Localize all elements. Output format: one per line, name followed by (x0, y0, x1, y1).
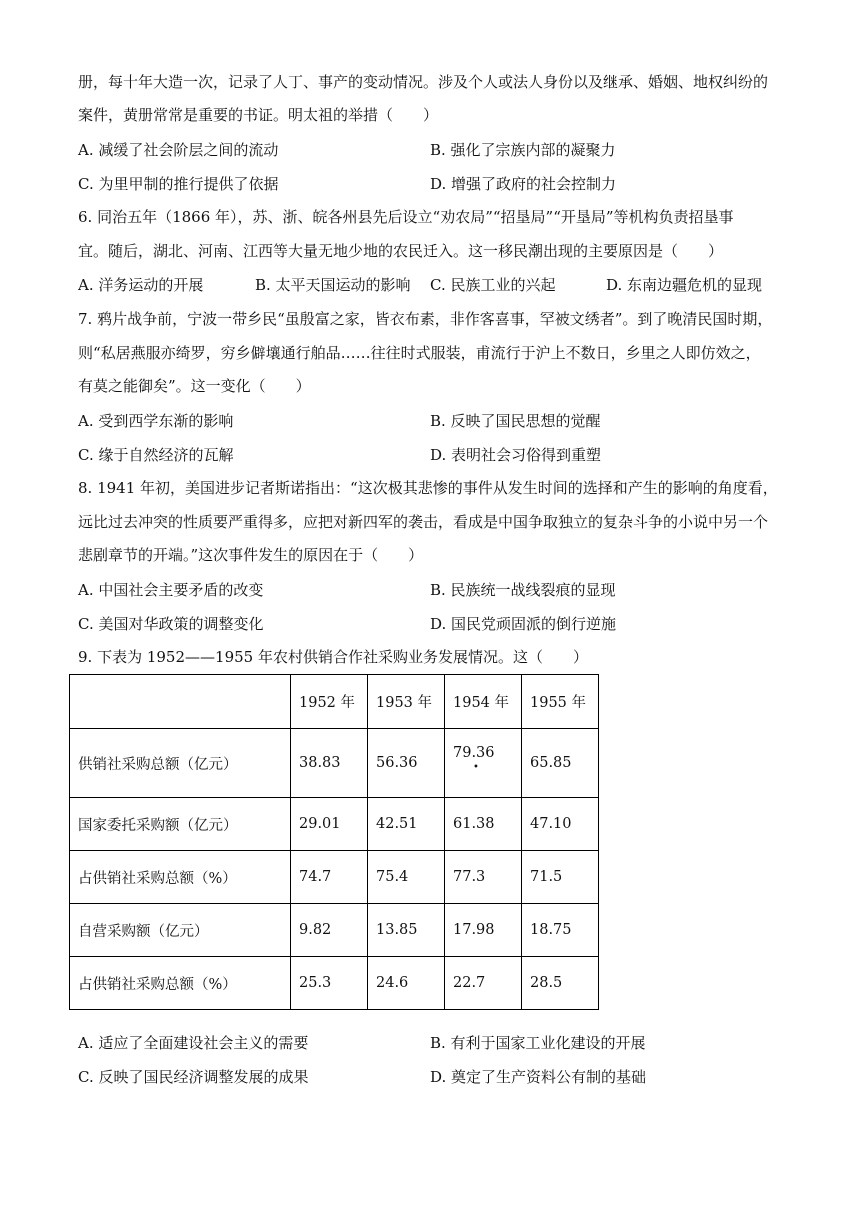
q7-stem-line-2: 则“私居燕服亦绮罗，穷乡僻壤通行舶品……往往时式服装，甫流行于沪上不数日，乡里之人即仿效之， (78, 344, 761, 362)
table-cell: 28.5 (522, 957, 599, 1010)
table-cell: 29.01 (291, 798, 368, 851)
q7-stem-line-3: 有莫之能御矣”。这一变化（ ） (78, 377, 311, 395)
table-cell: 47.10 (522, 798, 599, 851)
table-cell: 65.85 (522, 729, 599, 798)
q7-option-b[interactable]: B. 反映了国民思想的觉醒 (430, 412, 601, 430)
table-cell: 75.4 (368, 851, 445, 904)
q5-stem-line-2: 案件，黄册常常是重要的书证。明太祖的举措（ ） (78, 106, 439, 124)
table-cell (445, 729, 522, 798)
table-cell: 9.82 (291, 904, 368, 957)
q5-stem-line-1: 册，每十年大造一次，记录了人丁、事产的变动情况。涉及个人或法人身份以及继承、婚姻、地权纠纷的 (78, 73, 769, 91)
q8-option-b[interactable]: B. 民族统一战线裂痕的显现 (430, 581, 616, 599)
table-header-cell: 1954 年 (445, 675, 522, 729)
table-cell: 自营采购额（亿元） (70, 904, 291, 957)
table-header-cell: 1952 年 (291, 675, 368, 729)
q7-option-c[interactable]: C. 缘于自然经济的瓦解 (78, 446, 234, 464)
table-cell-value: 79.36 (453, 745, 495, 761)
q6-stem-line-1: 6. 同治五年（1866 年），苏、浙、皖各州县先后设立“劝农局”“招垦局”“开垦局”等机构负责招垦事 (78, 208, 734, 226)
q8-option-d[interactable]: D. 国民党顽固派的倒行逆施 (430, 615, 617, 633)
table-cell: 42.51 (368, 798, 445, 851)
table-cell: 74.7 (291, 851, 368, 904)
q5-option-d[interactable]: D. 增强了政府的社会控制力 (430, 175, 617, 193)
table-row (70, 729, 599, 798)
q5-option-b[interactable]: B. 强化了宗族内部的凝聚力 (430, 141, 616, 159)
table-row (70, 957, 599, 1010)
table-cell: 占供销社采购总额（%） (70, 957, 291, 1010)
table-cell: 22.7 (445, 957, 522, 1010)
table-header-cell (70, 675, 291, 729)
q7-option-a[interactable]: A. 受到西学东渐的影响 (78, 412, 234, 430)
q6-option-d[interactable]: D. 东南边疆危机的显现 (606, 276, 763, 294)
table-cell: 71.5 (522, 851, 599, 904)
q5-option-a[interactable]: A. 减缓了社会阶层之间的流动 (78, 141, 279, 159)
table-row (70, 851, 599, 904)
q7-option-d[interactable]: D. 表明社会习俗得到重塑 (430, 446, 602, 464)
table-header-cell: 1955 年 (522, 675, 599, 729)
table-cell: 24.6 (368, 957, 445, 1010)
table-cell: 38.83 (291, 729, 368, 798)
q8-stem-line-1: 8. 1941 年初，美国进步记者斯诺指出：“这次极其悲惨的事件从发生时间的选择和产生的影响的角度看， (78, 479, 778, 497)
table-cell: 56.36 (368, 729, 445, 798)
q9-stem-line-1: 9. 下表为 1952——1955 年农村供销合作社采购业务发展情况。这（ ） (78, 648, 588, 666)
q6-option-b[interactable]: B. 太平天国运动的影响 (255, 276, 411, 294)
table-cell: 25.3 (291, 957, 368, 1010)
q6-option-a[interactable]: A. 洋务运动的开展 (78, 276, 204, 294)
q6-option-c[interactable]: C. 民族工业的兴起 (430, 276, 556, 294)
q9-option-a[interactable]: A. 适应了全面建设社会主义的需要 (78, 1034, 309, 1052)
procurement-table (69, 674, 599, 1010)
table-row (70, 798, 599, 851)
q8-option-c[interactable]: C. 美国对华政策的调整变化 (78, 615, 264, 633)
q8-stem-line-2: 远比过去冲突的性质要严重得多，应把对新四军的袭击，看成是中国争取独立的复杂斗争的小说中另一个 (78, 513, 769, 531)
table-header-cell: 1953 年 (368, 675, 445, 729)
q5-option-c[interactable]: C. 为里甲制的推行提供了依据 (78, 175, 279, 193)
q9-option-c[interactable]: C. 反映了国民经济调整发展的成果 (78, 1068, 309, 1086)
q9-option-b[interactable]: B. 有利于国家工业化建设的开展 (430, 1034, 646, 1052)
table-cell: 供销社采购总额（亿元） (70, 729, 291, 798)
table-cell: 18.75 (522, 904, 599, 957)
table-cell: 13.85 (368, 904, 445, 957)
table-row (70, 904, 599, 957)
table-cell: 61.38 (445, 798, 522, 851)
table-cell: 占供销社采购总额（%） (70, 851, 291, 904)
table-cell: 77.3 (445, 851, 522, 904)
q8-option-a[interactable]: A. 中国社会主要矛盾的改变 (78, 581, 264, 599)
table-header-row (70, 675, 599, 729)
q6-stem-line-2: 宜。随后，湖北、河南、江西等大量无地少地的农民迁入。这一移民潮出现的主要原因是（ ） (78, 242, 724, 260)
dotted-value (453, 745, 495, 773)
q7-stem-line-1: 7. 鸦片战争前，宁波一带乡民“虽殷富之家，皆衣布素，非作客喜事，罕被文绣者”。到了晚清民国时期， (78, 310, 773, 328)
table-cell: 17.98 (445, 904, 522, 957)
emphasis-dot: • (473, 762, 479, 773)
table-cell: 国家委托采购额（亿元） (70, 798, 291, 851)
q8-stem-line-3: 悲剧章节的开端。”这次事件发生的原因在于（ ） (78, 546, 424, 564)
q9-option-d[interactable]: D. 奠定了生产资料公有制的基础 (430, 1068, 647, 1086)
